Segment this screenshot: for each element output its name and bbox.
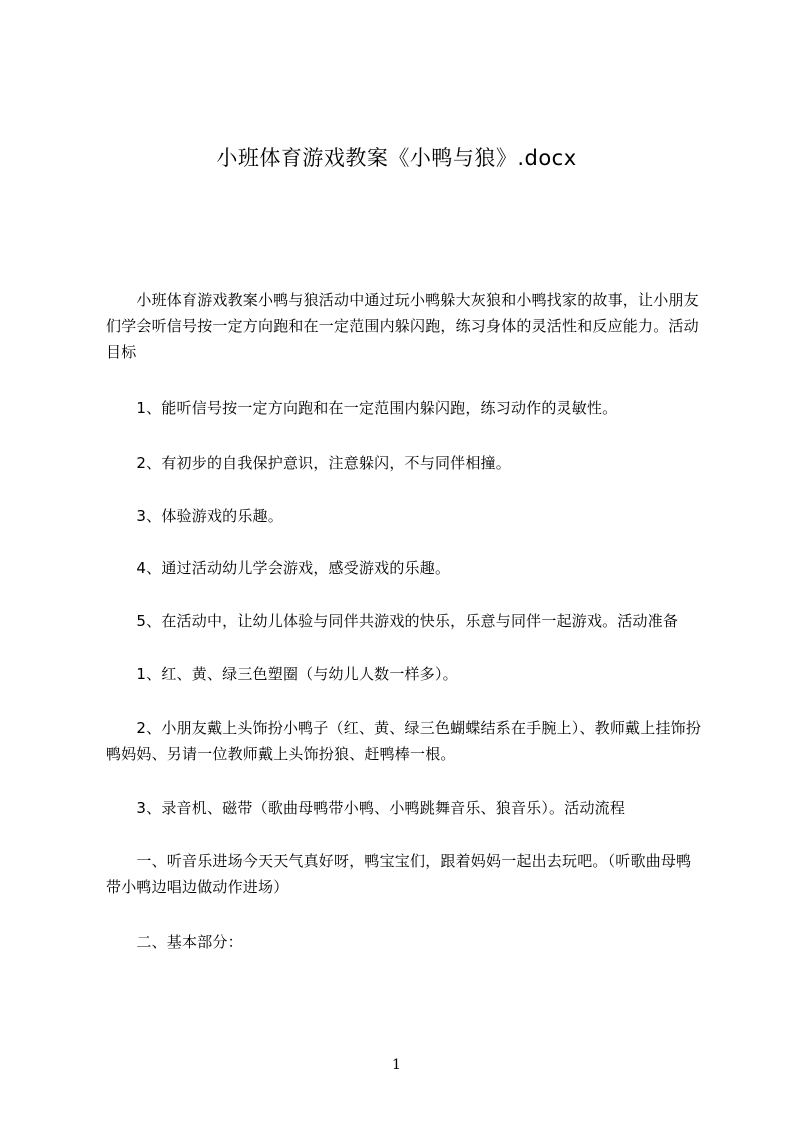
goal-item-1: 1、能听信号按一定方向跑和在一定范围内躲闪跑，练习动作的灵敏性。	[106, 399, 618, 417]
prep-item-2: 2、小朋友戴上头饰扮小鸭子（红、黄、绿三色蝴蝶结系在手腕上）、教师戴上挂饰扮鸭妈妈、另请一位教师戴上头饰扮狼、赶鸭棒一根。	[106, 719, 702, 763]
intro-paragraph: 小班体育游戏教案小鸭与狼活动中通过玩小鸭躲大灰狼和小鸭找家的故事，让小朋友们学会听信号按一定方向跑和在一定范围内躲闪跑，练习身体的灵活性和反应能力。活动目标	[106, 291, 699, 361]
prep-item-3: 3、录音机、磁带（歌曲母鸭带小鸭、小鸭跳舞音乐、狼音乐）。活动流程	[106, 799, 626, 817]
goal-item-3: 3、体验游戏的乐趣。	[106, 507, 283, 525]
document-title: 小班体育游戏教案《小鸭与狼》.docx	[216, 146, 577, 170]
goal-item-5: 5、在活动中，让幼儿体验与同伴共游戏的快乐，乐意与同伴一起游戏。活动准备	[106, 612, 679, 630]
process-step-2-heading: 二、基本部分：	[106, 933, 243, 951]
goal-item-4: 4、通过活动幼儿学会游戏，感受游戏的乐趣。	[106, 559, 451, 577]
prep-item-1: 1、红、黄、绿三色塑圈（与幼儿人数一样多）。	[106, 665, 458, 683]
page-number: 1	[392, 1057, 401, 1073]
goal-item-2: 2、有初步的自我保护意识，注意躲闪，不与同伴相撞。	[106, 454, 511, 472]
process-step-1: 一、听音乐进场今天天气真好呀，鸭宝宝们，跟着妈妈一起出去玩吧。（听歌曲母鸭带小鸭边唱边做动作进场）	[106, 852, 692, 896]
